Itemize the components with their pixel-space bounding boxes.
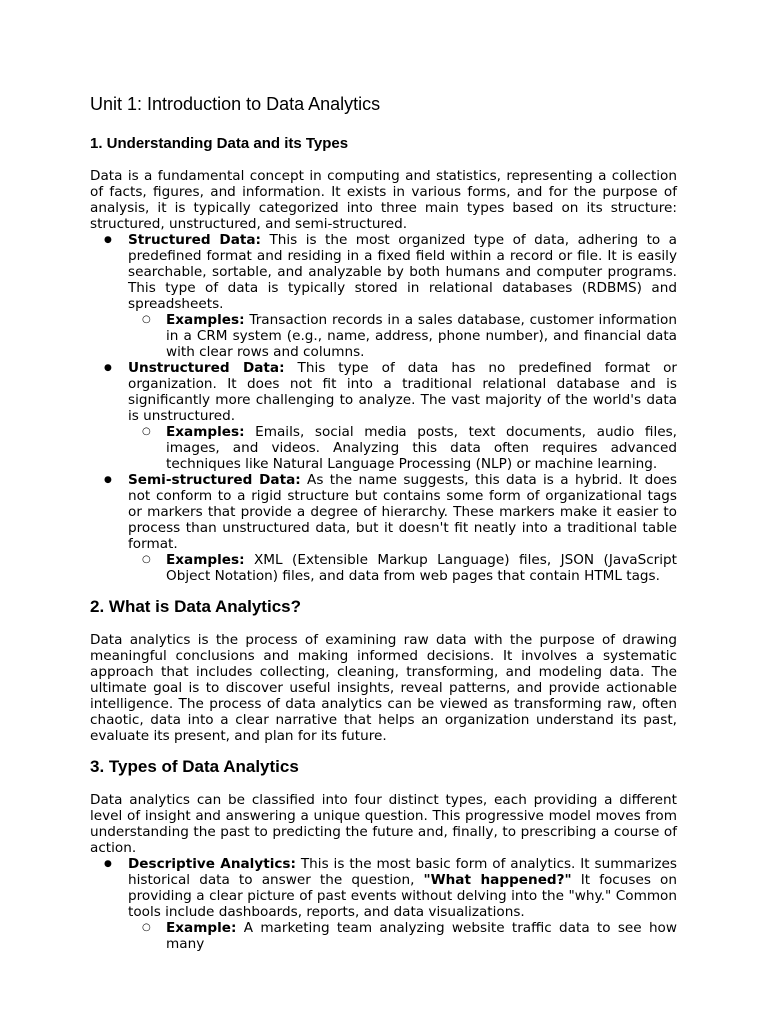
section-2-body: Data analytics is the process of examining raw data with the purpose of drawing meaningful conclusions and making informed decisions. It involves a systematic approach that includes collecting, cleaning, transforming, and modeling data. The ultimate goal is to discover useful insights, reveal patterns, and provide actionable intelligence. The process of data analytics can be viewed as transforming raw, often chaotic, data into a clear narrative that helps an organization understand its past, evaluate its present, and plan for its future. [90, 632, 677, 744]
sublist-semi-structured-data [128, 552, 677, 584]
list-item-structured-data [90, 232, 677, 360]
text-structured-data: This is the most organized type of data, adhering to a predefined format and residing in a fixed field within a record or file. It is easily searchable, sortable, and analyzable by both humans and computer programs. This type of data is typically stored in relational databases (RDBMS) and spreadsheets. [128, 232, 678, 312]
example-label: Examples: [166, 312, 245, 328]
document-title: Unit 1: Introduction to Data Analytics [90, 94, 381, 114]
section-2-heading: 2. What is Data Analytics? [90, 597, 301, 616]
list-item-unstructured-data [90, 360, 677, 472]
example-semi-structured-data [128, 552, 677, 584]
section-1-heading: 1. Understanding Data and its Types [90, 135, 349, 152]
example-text: XML (Extensible Markup Language) files, JSON (JavaScript Object Notation) files, and data from web pages that contain HTML tags. [166, 552, 677, 584]
example-text: A marketing team analyzing website traffic data to see how many [166, 920, 677, 952]
sublist-unstructured-data [128, 424, 677, 472]
example-structured-data [128, 312, 677, 360]
term-descriptive-analytics: Descriptive Analytics: [128, 856, 296, 872]
section-3-heading: 3. Types of Data Analytics [90, 757, 299, 776]
list-item-descriptive-analytics [90, 856, 677, 952]
term-structured-data: Structured Data: [128, 232, 261, 248]
term-unstructured-data: Unstructured Data: [128, 360, 285, 376]
document-page [90, 88, 677, 952]
question-what-happened: "What happened?" [423, 872, 572, 888]
example-text: Transaction records in a sales database, customer information in a CRM system (e.g., name, address, phone number), and financial data with clear rows and columns. [166, 312, 677, 360]
example-descriptive-analytics [128, 920, 677, 952]
section-1-intro: Data is a fundamental concept in computing and statistics, representing a collection of facts, figures, and information. It exists in various forms, and for the purpose of analysis, it is typically categorized into three main types based on its structure: structured, unstructured, and semi-structured. [90, 168, 677, 232]
example-text: Emails, social media posts, text documents, audio files, images, and videos. Analyzing this data often requires advanced techniques like Natural Language Processing (NLP) or machine learning. [166, 424, 677, 472]
text-unstructured-data: This type of data has no predefined format or organization. It does not fit into a traditional relational database and is significantly more challenging to analyze. The vast majority of the world's data is unstructured. [128, 360, 678, 424]
term-semi-structured-data: Semi-structured Data: [128, 472, 301, 488]
example-label: Examples: [166, 424, 245, 440]
text-descriptive-analytics: This is the most basic form of analytics. It summarizes historical data to answer the question, [128, 856, 677, 888]
text-descriptive-analytics-continued: It focuses on providing a clear picture of past events without delving into the "why." Common tools include dashboards, reports, and data visualizations. [128, 872, 677, 920]
example-unstructured-data [128, 424, 677, 472]
analytics-types-list [90, 856, 677, 952]
sublist-descriptive-analytics [128, 920, 677, 952]
example-label: Example: [166, 920, 237, 936]
section-3-intro: Data analytics can be classified into four distinct types, each providing a different level of insight and answering a unique question. This progressive model moves from understanding the past to predicting the future and, finally, to prescribing a course of action. [90, 792, 677, 856]
sublist-structured-data [128, 312, 677, 360]
text-semi-structured-data: As the name suggests, this data is a hybrid. It does not conform to a rigid structure but contains some form of organizational tags or markers that provide a degree of hierarchy. These markers make it easier to process than unstructured data, but it doesn't fit neatly into a traditional table format. [128, 472, 678, 552]
list-item-semi-structured-data [90, 472, 677, 584]
data-types-list [90, 232, 677, 584]
example-label: Examples: [166, 552, 245, 568]
